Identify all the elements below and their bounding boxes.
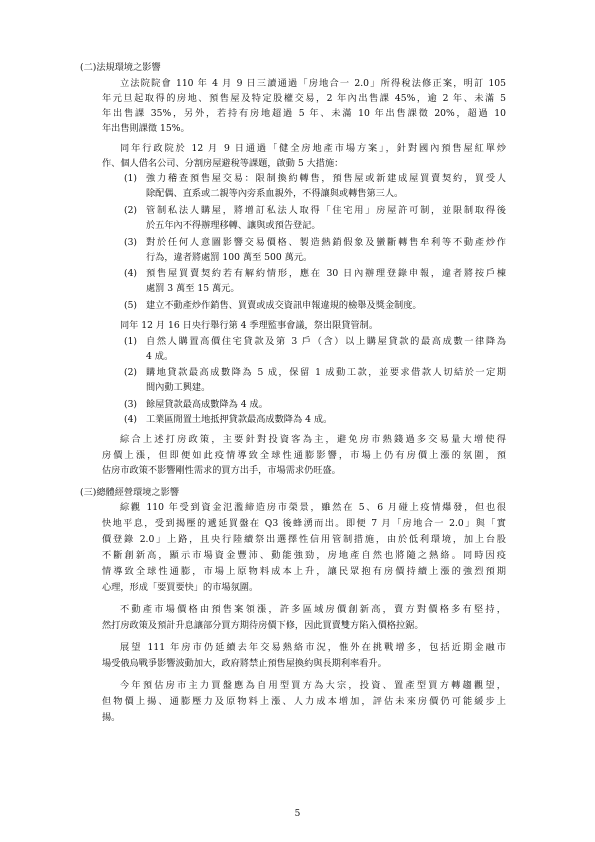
paragraph-line: 但物價上揚、通膨壓力及原物料上漲、人力成本增加，評估未來房價仍可能緩步上 [102, 696, 506, 707]
paragraph-line: 估房市政策不影響剛性需求的買方出手，市場需求仍旺盛。 [102, 465, 341, 476]
list-item-line: 行為，違者將處罰 100 萬至 500 萬元。 [146, 252, 313, 263]
paragraph-line: 不斷創新高，顯示市場資金豐沛、動能強勁，房地產自然也將隨之熱絡。同時因疫 [102, 550, 506, 561]
list-item-line: 管制私法人購屋，將增訂私法人取得「住宅用」房屋許可制，並限制取得後 [146, 205, 506, 216]
list-item-line: 建立不動產炒作銷售、買賣或成交資訊申報違規的檢舉及獎金制度。 [146, 300, 422, 311]
list-item-line: 除配偶、直系或二親等內旁系血親外，不得讓與或轉售第三人。 [146, 188, 404, 199]
paragraph-line: 情導致全球性通膨，市場上原物料成本上升，讓民眾抱有房價持續上漲的強烈預期 [102, 566, 506, 577]
list-item-line: 工業區閒置土地抵押貸款最高成數降為 4 成。 [146, 414, 333, 425]
paragraph-line: 今年預估房市主力買盤應為自用型買方為大宗，投資、置產型買方轉趨觀望， [120, 680, 506, 691]
paragraph-line: 然打房政策及預計升息讓部分買方期待房價下修，因此買賣雙方陷入價格拉鋸。 [102, 620, 424, 631]
paragraph-line: 年出售課 35%，另外，若持有房地超過 5 年、未滿 10 年出售課徵 20%，超過 10 [102, 108, 506, 119]
list-item-line: 處罰 3 萬至 15 萬元。 [146, 283, 240, 294]
list-item-line: 預售屋買賣契約若有解約情形，應在 30 日內辦理登錄申報，違者將按戶棟 [146, 268, 506, 279]
paragraph-line: 快地平息，受到揭壓的遞延買盤在 Q3 後蜂湧而出。即便 7 月「房地合一 2.0」與「實 [102, 518, 506, 529]
paragraph-line: 立法院院會 110 年 4 月 9 日三讀通過「房地合一 2.0」所得稅法修正案，明訂 105 [120, 78, 506, 89]
list-item-number: (3) [124, 237, 138, 248]
paragraph-line: 綜合上述打房政策，主要針對投資客為主，避免房市熱錢過多交易量大增使得 [120, 434, 506, 445]
list-item-line: 於五年內不得辦理移轉、讓與或預告登記。 [146, 220, 321, 231]
paragraph-line: 作、個人借名公司、分割房屋避稅等課題，啟動 5 大措施： [102, 158, 344, 169]
paragraph-line: 年元旦起取得的房地、預售屋及特定股權交易，2 年內出售課 45%，逾 2 年、未滿 5 [102, 93, 506, 104]
paragraph-line: 同年 12 月 16 日央行舉行第 4 季理監事會議，祭出限貸管制。 [120, 320, 379, 331]
paragraph-line: 揚。 [102, 712, 121, 723]
list-item-line: 餘屋貸款最高成數降為 4 成。 [146, 399, 268, 410]
list-item-line: 強力稽查預售屋交易：限制換約轉售，預售屋或新建成屋買賣契約，買受人 [146, 173, 506, 184]
list-item-line: 對於任何人意圖影響交易價格、製造熱銷假象及蠻斷轉售牟利等不動產炒作 [146, 237, 506, 248]
paragraph-line: 價登錄 2.0」上路，且央行陸續祭出選擇性信用管制措施，由於低利環境，加上台股 [102, 534, 506, 545]
list-item-number: (1) [124, 173, 138, 184]
paragraph-line: 不動產市場價格由預售案領漲，許多區域房價創新高，賣方對價格多有堅持， [120, 604, 506, 615]
paragraph-line: 展望 111 年房市仍延續去年交易熱絡市況，惟外在挑戰增多，包括近期金融市 [120, 642, 506, 653]
page-number: 5 [294, 809, 301, 819]
paragraph-line: 房價上漲，但即便如此疫情導致全球性通膨影響，市場上仍有房價上漲的氛圍，預 [102, 450, 506, 461]
paragraph-line: 綜觀 110 年受到資金氾濫締造房市榮景，雖然在 5、6 月碰上疫情爆發，但也很 [120, 502, 506, 513]
paragraph-line: 心理，形成「要買要快」的市場氛圍。 [102, 582, 259, 593]
list-item-line: 4 成。 [146, 351, 174, 362]
list-item-line: 間內動工興建。 [146, 382, 211, 393]
list-item-number: (1) [124, 336, 138, 347]
list-item-number: (2) [124, 367, 138, 378]
paragraph-line: 同年行政院於 12 月 9 日通過「健全房地產市場方案」，針對國內預售屋紅單炒 [120, 143, 506, 154]
list-item-number: (2) [124, 205, 138, 216]
list-item-line: 購地貸款最高成數降為 5 成，保留 1 成動工款，並要求借款人切結於一定期 [146, 367, 506, 378]
list-item-number: (4) [124, 414, 138, 425]
list-item-number: (3) [124, 399, 138, 410]
list-item-number: (5) [124, 300, 138, 311]
section-heading-economy: (三)總體經營環境之影響 [80, 487, 180, 498]
list-item-number: (4) [124, 268, 138, 279]
paragraph-line: 年出售則課徵 15%。 [102, 123, 190, 134]
paragraph-line: 場受俄烏戰爭影響波動加大，政府將禁止預售屋換約與長期利率看升。 [102, 658, 387, 669]
list-item-line: 自然人購置高價住宅貸款及第 3 戶（含）以上購屋貸款的最高成數一律降為 [146, 336, 506, 347]
section-heading-legal: (二)法規環境之影響 [80, 62, 161, 73]
